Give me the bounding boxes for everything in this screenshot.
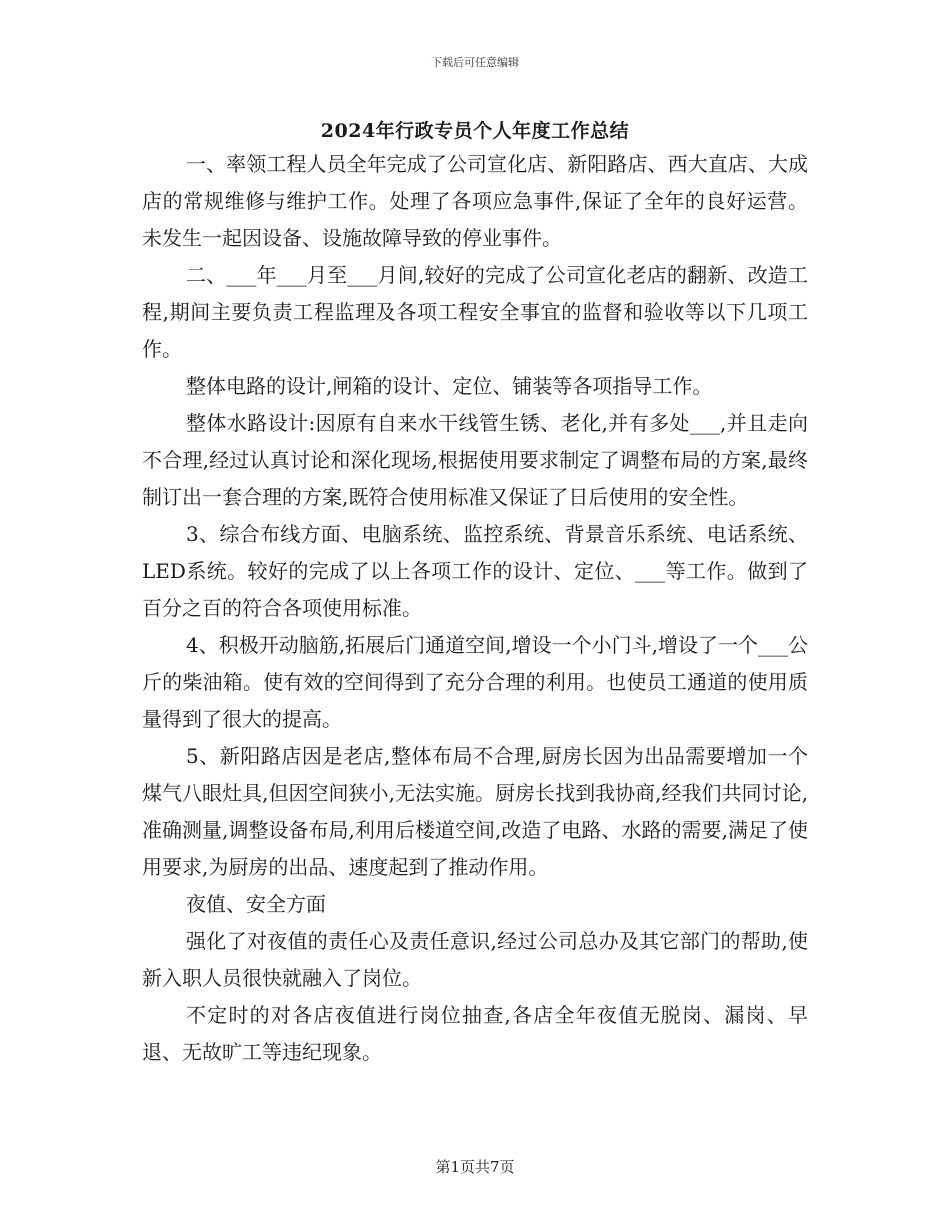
paragraph: 3、综合布线方面、电脑系统、监控系统、背景音乐系统、电话系统、LED系统。较好的完成了以上各项工作的设计、定位、___等工作。做到了百分之百的符合各项使用标准。 <box>142 522 808 620</box>
header-note: 下载后可任意编辑 <box>431 56 519 69</box>
paragraph: 不定时的对各店夜值进行岗位抽查,各店全年夜值无脱岗、漏岗、早退、无故旷工等违纪现象。 <box>142 1003 808 1064</box>
paragraph: 整体水路设计:因原有自来水干线管生锈、老化,并有多处___,并且走向不合理,经过认真讨论和深化现场,根据使用要求制定了调整布局的方案,最终制订出一套合理的方案,既符合使用标准又保证了日后使用的安全性。 <box>142 411 808 509</box>
paragraph: 强化了对夜值的责任心及责任意识,经过公司总办及其它部门的帮助,使新入职人员很快就融入了岗位。 <box>142 929 808 990</box>
document-title: 2024年行政专员个人年度工作总结 <box>320 120 630 142</box>
paragraph: 4、积极开动脑筋,拓展后门通道空间,增设一个小门斗,增设了一个___公斤的柴油箱。使有效的空间得到了充分合理的利用。也使员工通道的使用质量得到了很大的提高。 <box>142 633 808 731</box>
paragraph: 5、新阳路店因是老店,整体布局不合理,厨房长因为出品需要增加一个煤气八眼灶具,但因空间狭小,无法实施。厨房长找到我协商,经我们共同讨论,准确测量,调整设备布局,利用后楼道空间,改造了电路、水路的需要,满足了使用要求,为厨房的出品、速度起到了推动作用。 <box>142 744 808 879</box>
section-heading: 夜值、安全方面 <box>186 892 326 916</box>
paragraph: 整体电路的设计,闸箱的设计、定位、铺装等各项指导工作。 <box>186 374 713 398</box>
paragraph: 二、___年___月至___月间,较好的完成了公司宣化老店的翻新、改造工程,期间主要负责工程监理及各项工程安全事宜的监督和验收等以下几项工作。 <box>142 263 808 361</box>
document-body <box>142 146 808 1071</box>
paragraph: 一、率领工程人员全年完成了公司宣化店、新阳路店、西大直店、大成店的常规维修与维护工作。处理了各项应急事件,保证了全年的良好运营。未发生一起因设备、设施故障导致的停业事件。 <box>142 152 808 250</box>
page-number: 第1页共7页 <box>435 1158 515 1176</box>
